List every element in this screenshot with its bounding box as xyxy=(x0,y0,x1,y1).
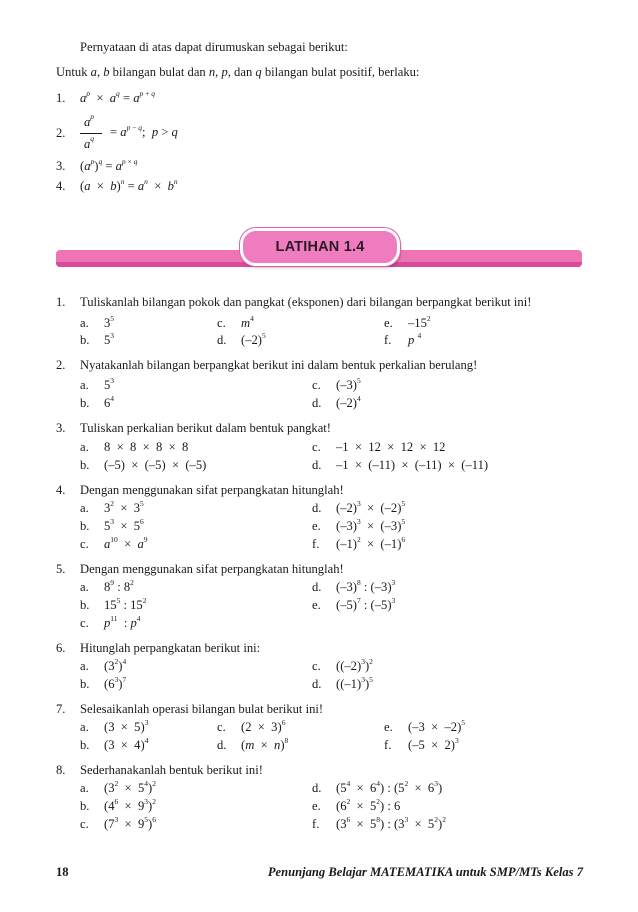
q4-label-f: f. xyxy=(312,537,320,551)
intro-line-1: Pernyataan di atas dapat dirumuskan sebagai berikut: xyxy=(80,40,348,54)
question-5-number: 5. xyxy=(56,562,66,576)
q5-item-a: $8^9$ : $8^2$ xyxy=(104,578,134,594)
question-6-number: 6. xyxy=(56,641,66,655)
question-7-number: 7. xyxy=(56,702,66,716)
question-2-number: 2. xyxy=(56,358,66,372)
q7-item-c: $(2 \times 3)^6$ xyxy=(241,718,286,734)
q4-item-d: $(-2)^3 \times (-2)^5$ xyxy=(336,499,406,515)
q7-label-f: f. xyxy=(384,738,392,752)
q2-label-c: c. xyxy=(312,378,321,392)
q5-label-b: b. xyxy=(80,598,90,612)
q6-label-c: c. xyxy=(312,659,321,673)
q4-label-a: a. xyxy=(80,501,89,515)
q4-item-b: $5^3 \times 5^6$ xyxy=(104,517,144,533)
rule-2-number: 2. xyxy=(56,126,66,140)
q7-item-d: $(m \times n)^8$ xyxy=(241,736,289,752)
q5-item-b: $15^5$ : $15^2$ xyxy=(104,596,147,612)
q3-item-b: (–5) × (–5) × (–5) xyxy=(104,458,207,472)
question-3-number: 3. xyxy=(56,421,66,435)
q4-item-a: $3^2 \times 3^5$ xyxy=(104,499,144,515)
q2-item-c: $(-3)^5$ xyxy=(336,376,361,392)
question-7-text: Selesaikanlah operasi bilangan bulat berikut ini! xyxy=(80,702,324,716)
q6-item-c: $((-2)^3)^2$ xyxy=(336,657,373,673)
q3-item-a: 8 × 8 × 8 × 8 xyxy=(104,440,189,454)
question-4-number: 4. xyxy=(56,483,66,497)
rule-1-formula: $a^p \times a^q = a^{p + q}$ xyxy=(80,89,155,105)
q7-label-c: c. xyxy=(217,720,226,734)
question-3-text: Tuliskan perkalian berikut dalam bentuk pangkat! xyxy=(80,421,332,435)
q6-item-b: $(6^3)^7$ xyxy=(104,675,127,691)
q4-label-c: c. xyxy=(80,537,89,551)
rule-4-number: 4. xyxy=(56,179,66,193)
q2-label-a: a. xyxy=(80,378,89,392)
q5-item-e: $(-5)^7$ : $(-5)^3$ xyxy=(336,596,396,612)
question-8-number: 8. xyxy=(56,763,66,777)
q7-item-f: $(-5 \times 2)^3$ xyxy=(408,736,459,752)
q1-item-e: $-15^2$ xyxy=(408,314,431,330)
q4-label-e: e. xyxy=(312,519,321,533)
q7-label-b: b. xyxy=(80,738,90,752)
q2-item-b: $6^4$ xyxy=(104,394,115,410)
q8-label-b: b. xyxy=(80,799,90,813)
q3-item-c: –1 × 12 × 12 × 12 xyxy=(336,440,446,454)
q7-item-b: $(3 \times 4)^4$ xyxy=(104,736,149,752)
q5-item-c: $p^{11}$ : $p^4$ xyxy=(104,614,141,630)
q1-label-a: a. xyxy=(80,316,89,330)
q4-item-e: $(-3)^3 \times (-3)^5$ xyxy=(336,517,406,533)
q4-label-d: d. xyxy=(312,501,322,515)
q2-item-a: $5^3$ xyxy=(104,376,115,392)
q1-item-c: $m^4$ xyxy=(241,314,254,330)
q3-label-b: b. xyxy=(80,458,90,472)
q8-label-e: e. xyxy=(312,799,321,813)
q2-label-b: b. xyxy=(80,396,90,410)
q5-item-d: $(-3)^8$ : $(-3)^3$ xyxy=(336,578,396,594)
q8-item-d: $(5^4 \times 6^4)$ : $(5^2 \times 6^3)$ xyxy=(336,779,443,795)
q8-label-f: f. xyxy=(312,817,320,831)
q1-item-d: $(-2)^5$ xyxy=(241,331,266,347)
q2-label-d: d. xyxy=(312,396,322,410)
q6-item-a: $(3^2)^4$ xyxy=(104,657,127,673)
q8-item-b: $(4^6 \times 9^3)^2$ xyxy=(104,797,156,813)
q8-item-c: $(7^3 \times 9^5)^6$ xyxy=(104,815,156,831)
q4-item-c: $a^{10} \times a^9$ xyxy=(104,535,148,551)
q4-label-b: b. xyxy=(80,519,90,533)
q7-item-a: $(3 \times 5)^3$ xyxy=(104,718,149,734)
intro-line-2: Untuk a, b bilangan bulat dan n, p, dan q bilangan bulat positif, berlaku: xyxy=(56,65,420,79)
q5-label-c: c. xyxy=(80,616,89,630)
q1-item-a: $3^5$ xyxy=(104,314,115,330)
q7-label-a: a. xyxy=(80,720,89,734)
q7-label-e: e. xyxy=(384,720,393,734)
q6-item-d: $((-1)^3)^5$ xyxy=(336,675,373,691)
q8-item-f: $(3^6 \times 5^8)$ : $(3^3 \times 5^2)^2$ xyxy=(336,815,446,831)
rule-1-number: 1. xyxy=(56,91,66,105)
q1-item-f: p $^4$ xyxy=(408,331,422,347)
question-4-text: Dengan menggunakan sifat perpangkatan hitunglah! xyxy=(80,483,344,497)
q5-label-d: d. xyxy=(312,580,322,594)
page-number: 18 xyxy=(56,865,69,879)
rule-4-formula: $(a \times b)^n = a^n \times b^n$ xyxy=(80,177,178,193)
q1-item-b: $5^3$ xyxy=(104,331,115,347)
q1-label-f: f. xyxy=(384,333,392,347)
q1-label-b: b. xyxy=(80,333,90,347)
q5-label-e: e. xyxy=(312,598,321,612)
rule-3-number: 3. xyxy=(56,159,66,173)
question-5-text: Dengan menggunakan sifat perpangkatan hitunglah! xyxy=(80,562,344,576)
q3-item-d: –1 × (–11) × (–11) × (–11) xyxy=(336,458,489,472)
question-2-text: Nyatakanlah bilangan berpangkat berikut ini dalam bentuk perkalian berulang! xyxy=(80,358,478,372)
book-title: Penunjang Belajar MATEMATIKA untuk SMP/MTs Kelas 7 xyxy=(267,865,583,879)
section-title-badge: LATIHAN 1.4 xyxy=(240,228,400,266)
q8-item-e: $(6^2 \times 5^2)$ : 6 xyxy=(336,797,401,813)
q8-item-a: $(3^2 \times 5^4)^2$ xyxy=(104,779,156,795)
q3-label-c: c. xyxy=(312,440,321,454)
question-8-text: Sederhanakanlah bentuk berikut ini! xyxy=(80,763,263,777)
question-6-text: Hitunglah perpangkatan berikut ini: xyxy=(80,641,261,655)
rule-3-formula: $(a^p)^q = a^{p \times q}$ xyxy=(80,157,138,173)
q1-label-c: c. xyxy=(217,316,226,330)
q7-label-d: d. xyxy=(217,738,227,752)
question-1-number: 1. xyxy=(56,295,66,309)
q8-label-c: c. xyxy=(80,817,89,831)
q8-label-d: d. xyxy=(312,781,322,795)
q6-label-a: a. xyxy=(80,659,89,673)
q3-label-d: d. xyxy=(312,458,322,472)
question-1-text: Tuliskanlah bilangan pokok dan pangkat (eksponen) dari bilangan berpangkat berikut ini! xyxy=(80,295,532,309)
q1-label-e: e. xyxy=(384,316,393,330)
q5-label-a: a. xyxy=(80,580,89,594)
q1-label-d: d. xyxy=(217,333,227,347)
q8-label-a: a. xyxy=(80,781,89,795)
q7-item-e: $(-3 \times -2)^5$ xyxy=(408,718,466,734)
q6-label-d: d. xyxy=(312,677,322,691)
q6-label-b: b. xyxy=(80,677,90,691)
q2-item-d: $(-2)^4$ xyxy=(336,394,361,410)
q4-item-f: $(-1)^2 \times (-1)^6$ xyxy=(336,535,406,551)
q3-label-a: a. xyxy=(80,440,89,454)
